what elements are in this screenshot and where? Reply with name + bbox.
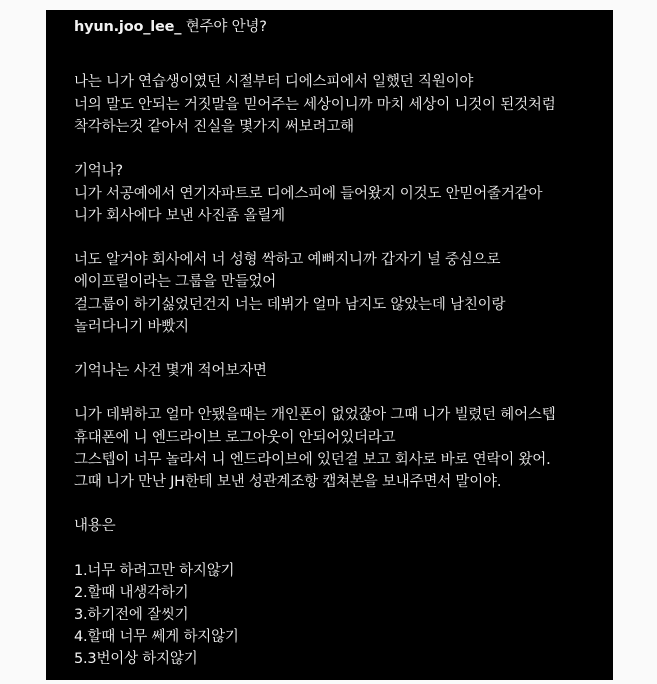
paragraph-line: 니가 데뷔하고 얼마 안됐을때는 개인폰이 없었잖아 그때 니가 빌렸던 헤어스텝: [74, 407, 556, 423]
paragraph-line: 내용은: [74, 518, 116, 534]
list-item: 4.할때 너무 쎄게 하지않기: [74, 629, 239, 645]
paragraph-line: 너도 알거야 회사에서 너 성형 싹하고 예뻐지니까 갑자기 널 중심으로: [74, 252, 501, 268]
paragraph-line: 놀러다니기 바빴지: [74, 319, 189, 335]
paragraph-line: 에이프릴이라는 그룹을 만들었어: [74, 274, 277, 290]
post-header: [74, 16, 267, 38]
paragraph-line: 휴대폰에 니 엔드라이브 로그아웃이 안되어있더라고: [74, 430, 396, 446]
list-item: 3.하기전에 잘씻기: [74, 607, 189, 623]
list-item: 1.너무 하려고만 하지않기: [74, 563, 235, 579]
paragraph-line: 니가 서공예에서 연기자파트로 디에스피에 들어왔지 이것도 안믿어줄거같아: [74, 186, 543, 202]
username[interactable]: hyun.joo_lee_: [74, 19, 182, 35]
paragraph-line: 나는 니가 연습생이였던 시절부터 디에스피에서 일했던 직원이야: [74, 74, 474, 90]
list-item: 5.3번이상 하지않기: [74, 651, 198, 667]
paragraph-line: 너의 말도 안되는 거짓말을 믿어주는 세상이니까 마치 세상이 니것이 된것처럼: [74, 97, 556, 113]
paragraph-line: 기억나는 사건 몇개 적어보자면: [74, 363, 267, 379]
paragraph-line: 그때 니가 만난 JH한테 보낸 성관계조항 캡쳐본을 보내주면서 말이야.: [74, 474, 502, 490]
paragraph-line: 니가 회사에다 보낸 사진좀 올릴게: [74, 208, 285, 224]
list-item: 2.할때 내생각하기: [74, 585, 189, 601]
paragraph-line: 걸그룹이 하기싫었던건지 너는 데뷔가 얼마 남지도 않았는데 남친이랑: [74, 297, 506, 313]
text-post: [46, 10, 613, 680]
paragraph-line: 그스텝이 너무 놀라서 니 엔드라이브에 있던걸 보고 회사로 바로 연락이 왔어.: [74, 452, 551, 468]
paragraph-line: 기억나?: [74, 163, 123, 179]
paragraph-line: 착각하는것 같아서 진실을 몇가지 써보려고해: [74, 119, 354, 135]
greeting: 현주야 안녕?: [181, 19, 267, 35]
